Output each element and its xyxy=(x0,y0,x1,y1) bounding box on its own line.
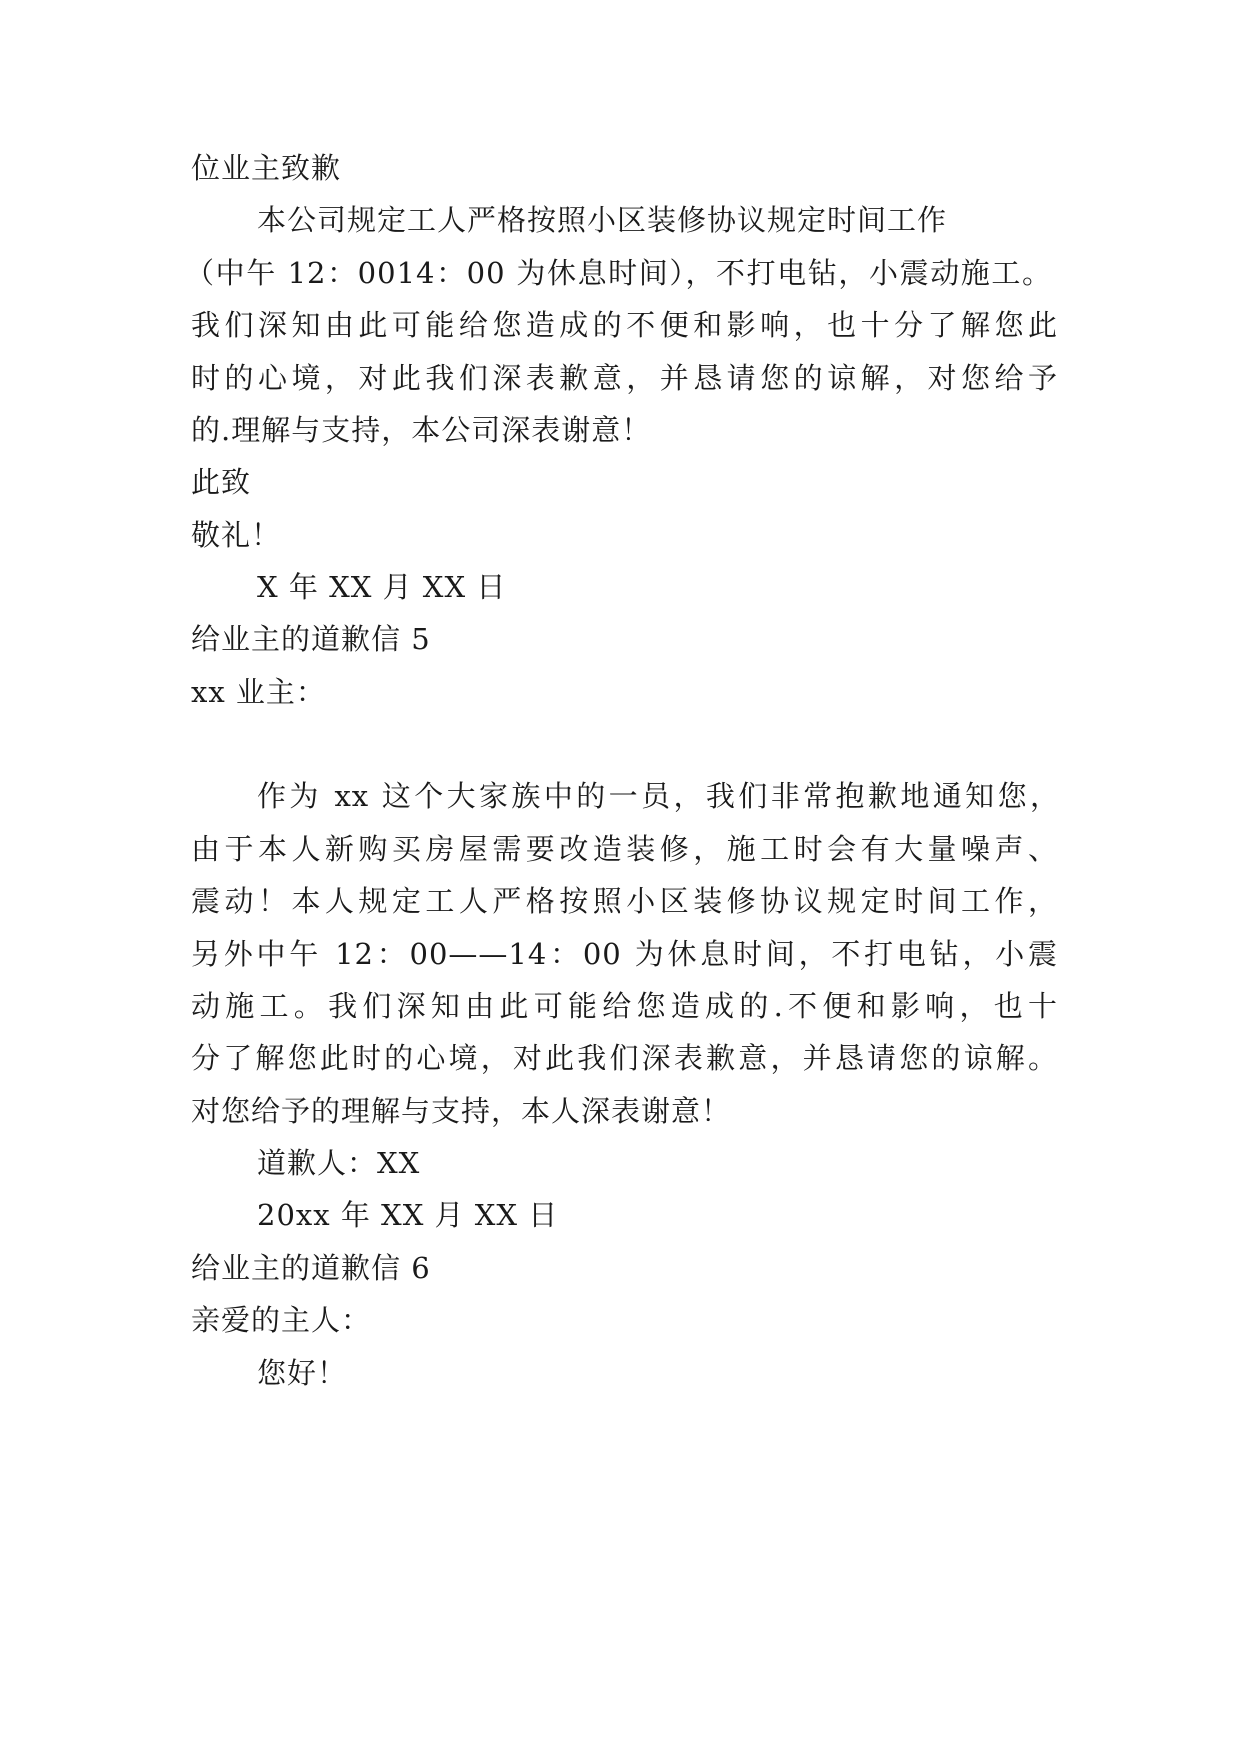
paragraph-line: 的.理解与支持，本公司深表谢意！ xyxy=(191,413,652,447)
paragraph-line: 对您给予的理解与支持，本人深表谢意！ xyxy=(191,1094,732,1128)
salutation: 亲爱的主人： xyxy=(191,1303,372,1337)
date-line: X 年 XX 月 XX 日 xyxy=(257,570,507,604)
greeting-line: 您好！ xyxy=(257,1356,348,1390)
paragraph-line: 作为 xx 这个大家族中的一员，我们非常抱歉地通知您， xyxy=(257,779,1060,813)
paragraph-line: 我们深知由此可能给您造成的不便和影响，也十分了解您此 xyxy=(191,308,1058,342)
paragraph-line: 本公司规定工人严格按照小区装修协议规定时间工作 xyxy=(257,203,948,237)
paragraph-line: 时的心境，对此我们深表歉意，并恳请您的谅解，对您给予 xyxy=(191,361,1058,395)
paragraph-line: （中午 12：0014：00 为休息时间），不打电钻，小震动施工。 xyxy=(185,256,1052,290)
paragraph-line: 震动！本人规定工人严格按照小区装修协议规定时间工作， xyxy=(191,884,1058,918)
section-heading: 位业主致歉 xyxy=(191,151,342,185)
section-heading: 给业主的道歉信 6 xyxy=(191,1251,431,1285)
paragraph-line: 动施工。我们深知由此可能给您造成的.不便和影响，也十 xyxy=(191,989,1058,1023)
paragraph-line: 分了解您此时的心境，对此我们深表歉意，并恳请您的谅解。 xyxy=(191,1041,1058,1075)
date-line: 20xx 年 XX 月 XX 日 xyxy=(257,1198,559,1232)
salutation: xx 业主： xyxy=(191,675,326,709)
signature-line: 道歉人：XX xyxy=(257,1146,421,1180)
section-heading: 给业主的道歉信 5 xyxy=(191,622,431,656)
paragraph-line: 由于本人新购买房屋需要改造装修，施工时会有大量噪声、 xyxy=(191,832,1058,866)
paragraph-line: 另外中午 12：00——14：00 为休息时间，不打电钻，小震 xyxy=(191,937,1058,971)
closing-salutation: 敬礼！ xyxy=(191,518,282,552)
closing-line: 此致 xyxy=(191,465,252,499)
